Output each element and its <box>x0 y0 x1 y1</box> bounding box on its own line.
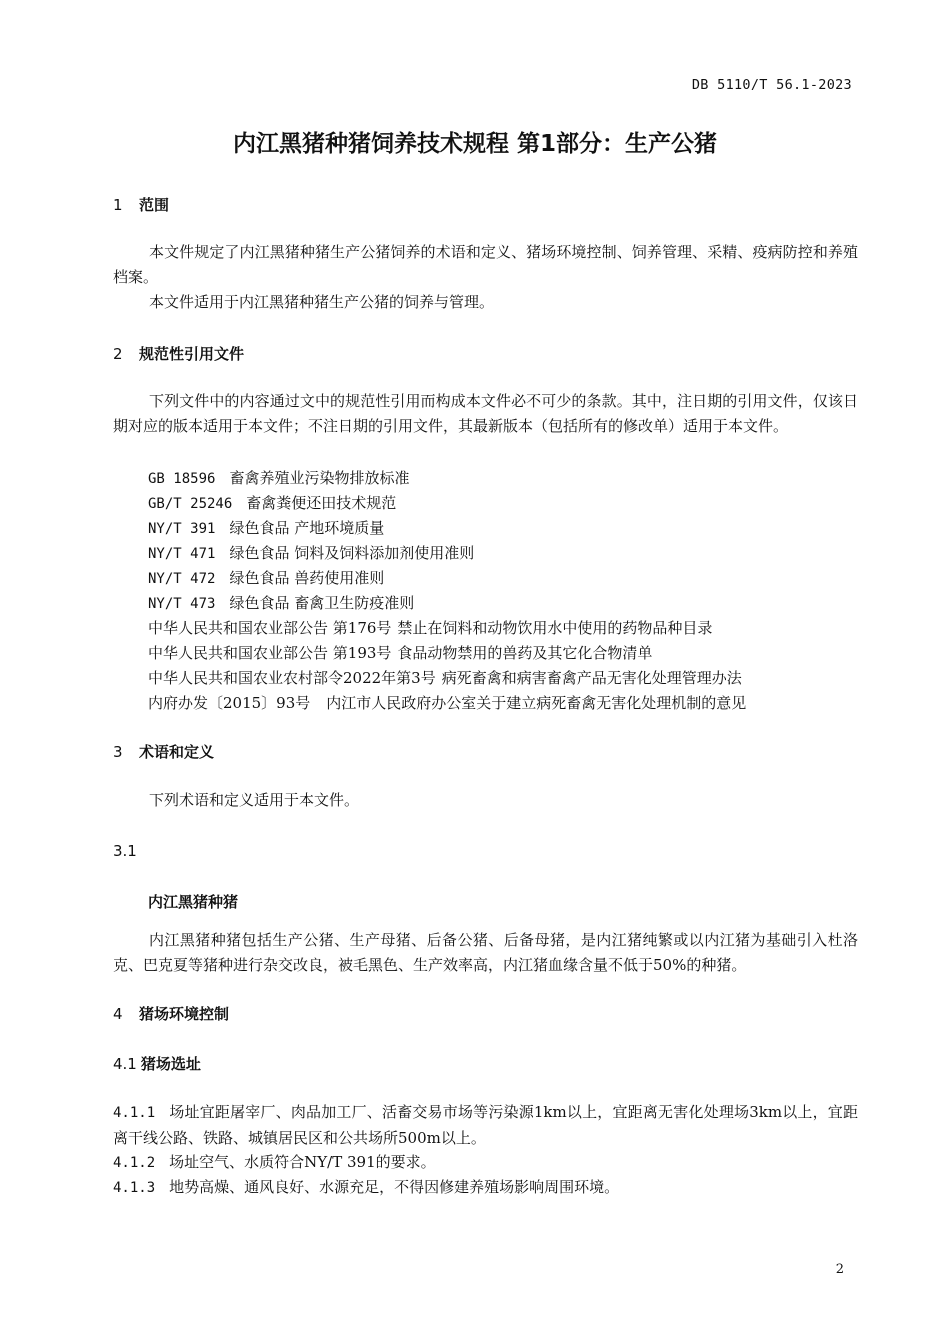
term-definition: 内江黑猪种猪包括生产公猪、生产母猪、后备公猪、后备母猪，是内江猪纯繁或以内江猪为基础引入杜洛克、巴克夏等猪种进行杂交改良，被毛黑色、生产效率高，内江猪血缘含量不低于50%的种猪。 <box>113 931 858 974</box>
reference-item: GB/T 25246 畜禽粪便还田技术规范 <box>148 494 397 512</box>
term-heading: 内江黑猪种猪 <box>148 893 239 911</box>
section-1-para-2: 本文件适用于内江黑猪种猪生产公猪的饲养与管理。 <box>149 293 495 311</box>
reference-item: NY/T 472 绿色食品 兽药使用准则 <box>148 569 385 587</box>
section-1-para-1: 本文件规定了内江黑猪种猪生产公猪饲养的术语和定义、猪场环境控制、饲养管理、采精、疫病防控和养殖档案。 <box>113 243 858 286</box>
section-3-heading: 3 术语和定义 <box>113 743 215 761</box>
subsection-4-1-heading: 4.1 猪场选址 <box>113 1055 201 1073</box>
reference-item: 内府办发〔2015〕93号 内江市人民政府办公室关于建立病死畜禽无害化处理机制的意见 <box>148 694 747 712</box>
page-number: 2 <box>835 1262 844 1277</box>
section-2-heading: 2 规范性引用文件 <box>113 345 245 363</box>
standard-code: DB 5110/T 56.1-2023 <box>691 77 852 93</box>
clause-4-1-2: 4.1.2 场址空气、水质符合NY/T 391的要求。 <box>113 1153 436 1171</box>
section-3-para-1: 下列术语和定义适用于本文件。 <box>149 791 360 809</box>
reference-item: NY/T 473 绿色食品 畜禽卫生防疫准则 <box>148 594 415 612</box>
reference-item: NY/T 391 绿色食品 产地环境质量 <box>148 519 385 537</box>
clause-4-1-3: 4.1.3 地势高燥、通风良好、水源充足，不得因修建养殖场影响周围环境。 <box>113 1178 620 1196</box>
reference-item: NY/T 471 绿色食品 饲料及饲料添加剂使用准则 <box>148 544 475 562</box>
reference-item: GB 18596 畜禽养殖业污染物排放标准 <box>148 469 410 487</box>
section-1-heading: 1 范围 <box>113 196 170 214</box>
page-title: 内江黑猪种猪饲养技术规程 第1部分：生产公猪 <box>232 131 717 157</box>
section-4-heading: 4 猪场环境控制 <box>113 1005 230 1023</box>
reference-item: 中华人民共和国农业部公告 第176号 禁止在饲料和动物饮用水中使用的药物品种目录 <box>148 619 713 637</box>
reference-item: 中华人民共和国农业农村部令2022年第3号 病死畜禽和病害畜禽产品无害化处理管理办法 <box>148 669 742 687</box>
subsection-3-1-number: 3.1 <box>113 842 137 860</box>
reference-item: 中华人民共和国农业部公告 第193号 食品动物禁用的兽药及其它化合物清单 <box>148 644 653 662</box>
section-2-para-1: 下列文件中的内容通过文中的规范性引用而构成本文件必不可少的条款。其中，注日期的引用文件，仅该日期对应的版本适用于本文件；不注日期的引用文件，其最新版本（包括所有的修改单）适用于本文件。 <box>113 392 858 435</box>
clause-4-1-1: 4.1.1 场址宜距屠宰厂、肉品加工厂、活畜交易市场等污染源1km以上，宜距离无害化处理场3km以上，宜距离干线公路、铁路、城镇居民区和公共场所500m以上。 <box>113 1103 858 1147</box>
